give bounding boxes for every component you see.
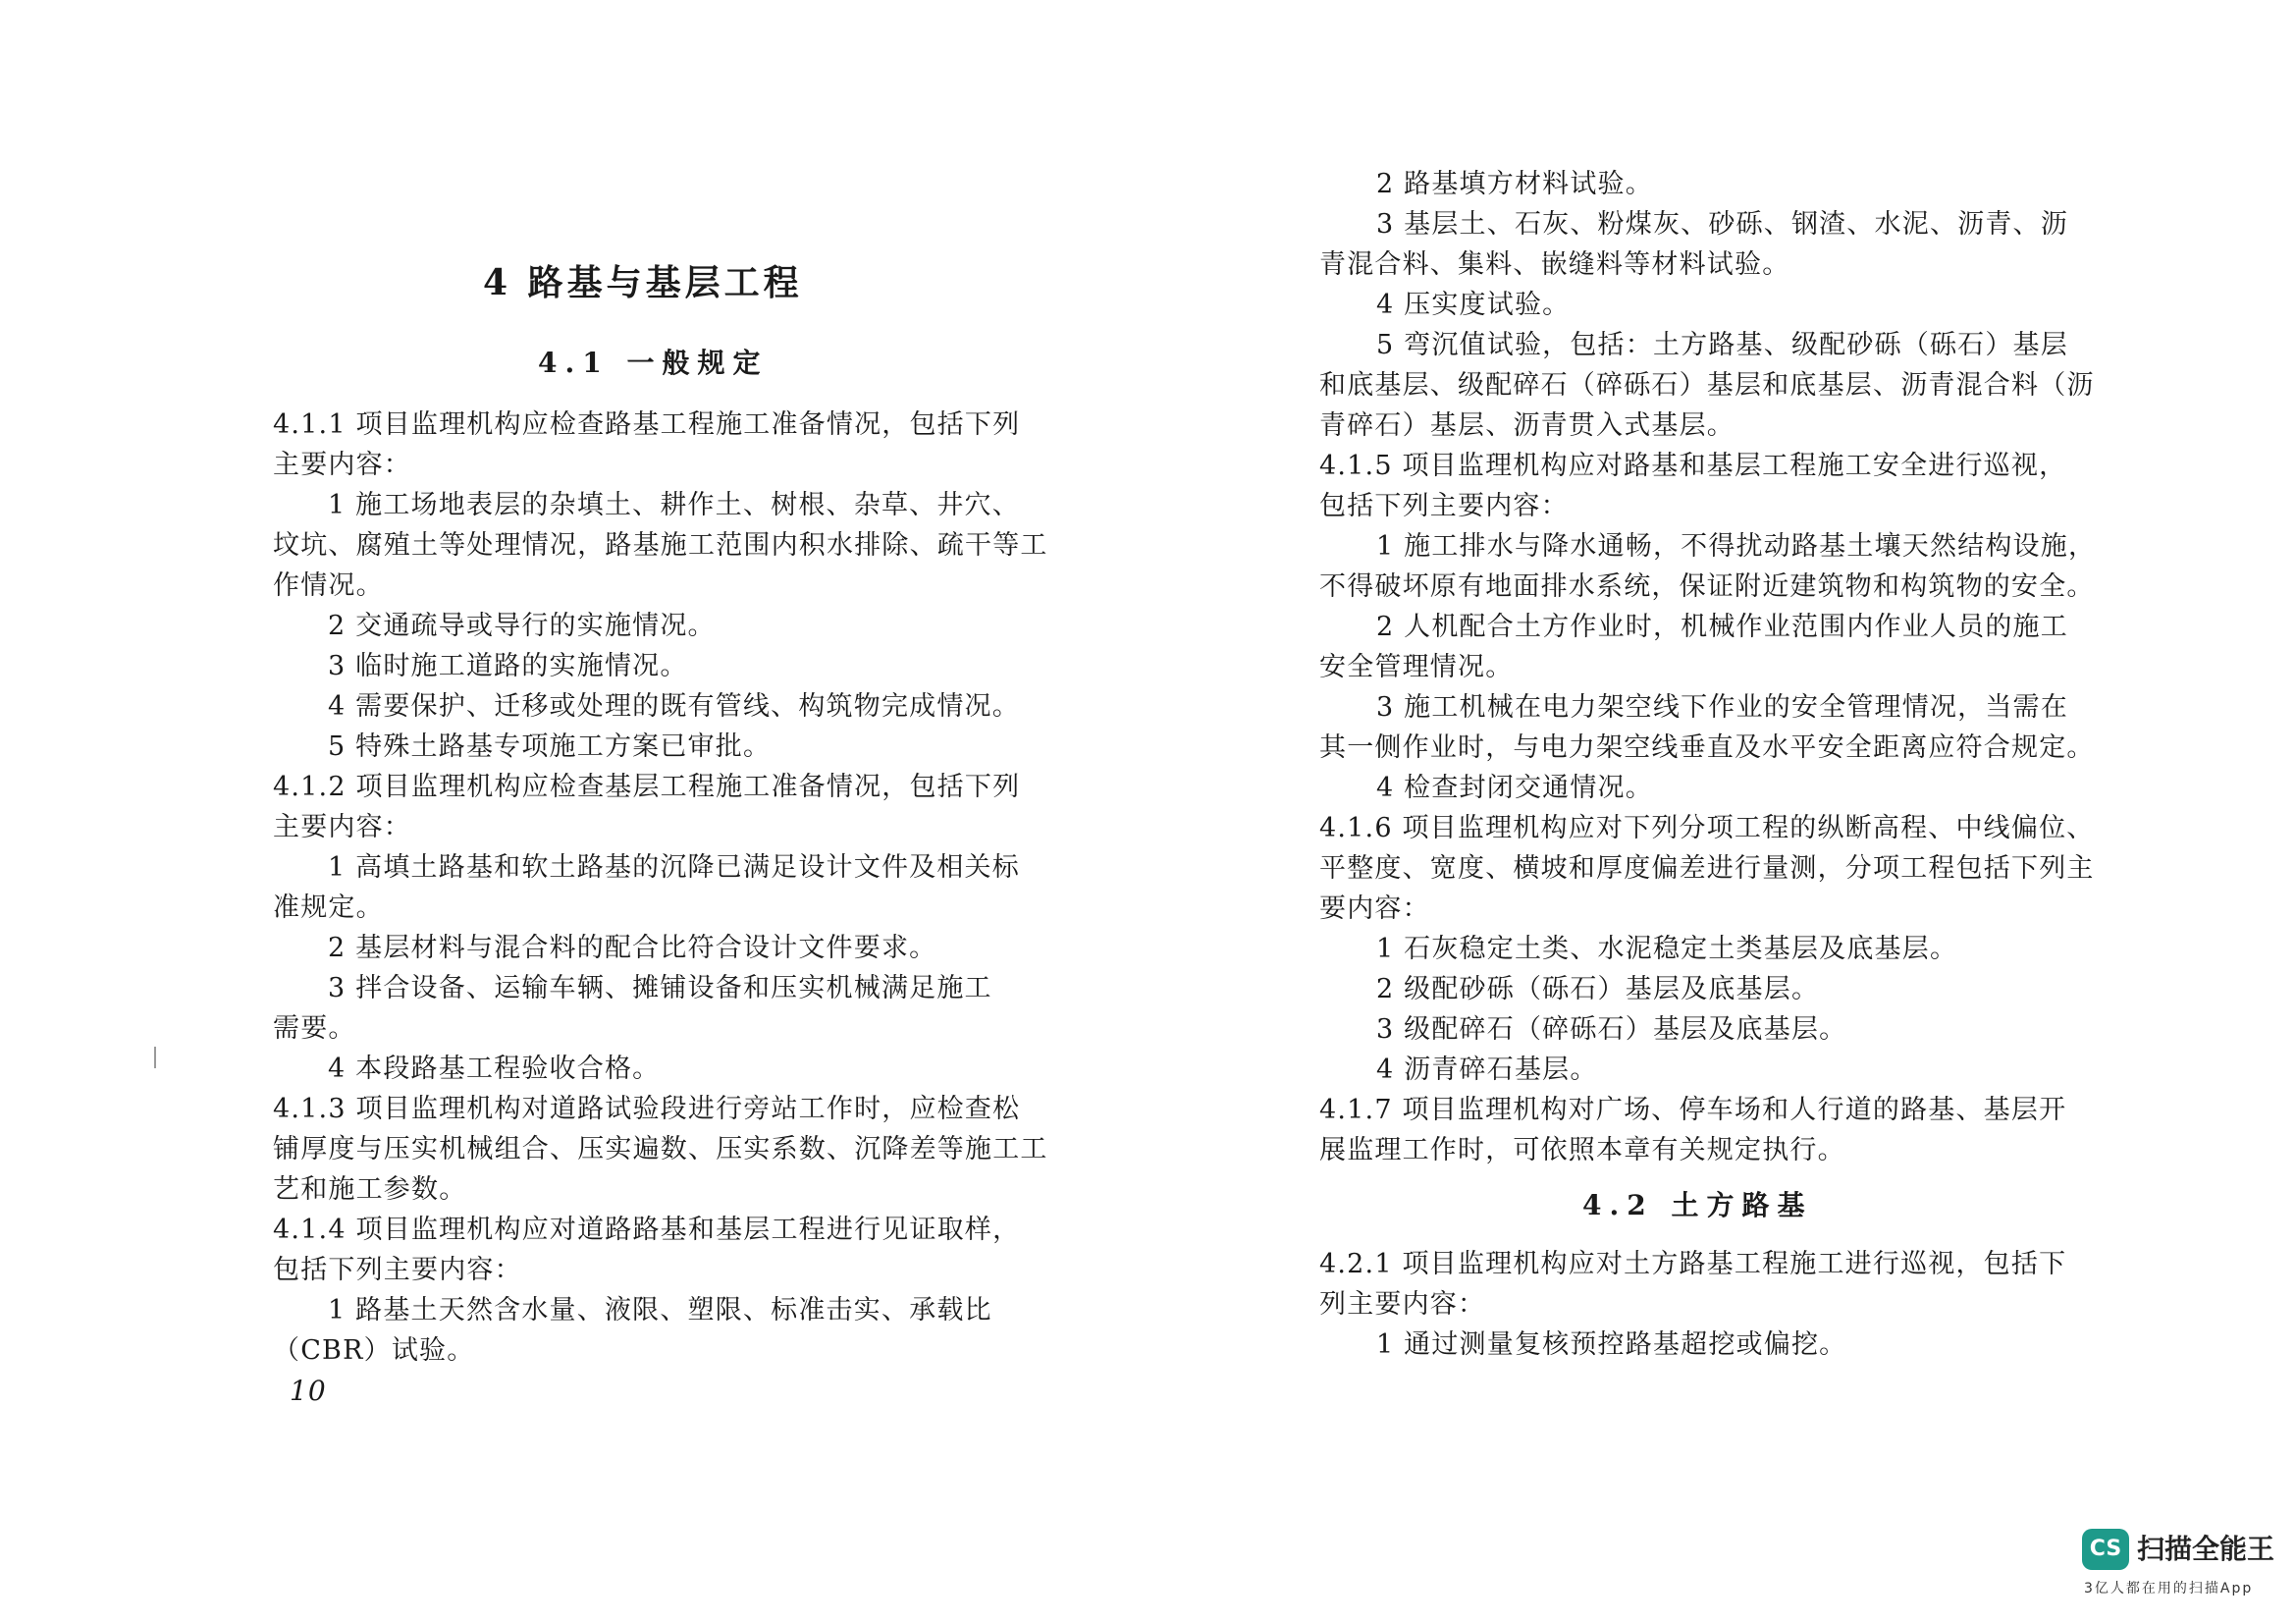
text-line: 5 弯沉值试验，包括：土方路基、级配砂砾（砾石）基层 xyxy=(1376,330,2068,360)
text-line: 和底基层、级配碎石（碎砾石）基层和底基层、沥青混合料（沥 xyxy=(1319,370,2095,401)
text-line: 3 拌合设备、运输车辆、摊铺设备和压实机械满足施工 xyxy=(328,973,992,1003)
text-line: 2 级配砂砾（砾石）基层及底基层。 xyxy=(1376,974,1820,1004)
camscanner-watermark xyxy=(2082,1529,2278,1607)
text-line: 1 通过测量复核预控路基超挖或偏挖。 xyxy=(1376,1329,1847,1360)
text-line: 铺厚度与压实机械组合、压实遍数、压实系数、沉降差等施工工 xyxy=(273,1134,1048,1164)
text-line: 4 压实度试验。 xyxy=(1376,290,1571,320)
text-line: 5 特殊土路基专项施工方案已审批。 xyxy=(328,731,772,762)
text-line: 平整度、宽度、横坡和厚度偏差进行量测，分项工程包括下列主 xyxy=(1319,853,2095,884)
section-title: 4.2 土方路基 xyxy=(1582,1189,1813,1221)
text-line: 4.1.5 项目监理机构应对路基和基层工程施工安全进行巡视， xyxy=(1319,451,2067,481)
chapter-title: 4 路基与基层工程 xyxy=(483,262,803,303)
text-line: 主要内容： xyxy=(273,812,411,842)
text-line: 2 人机配合土方作业时，机械作业范围内作业人员的施工 xyxy=(1376,612,2068,642)
watermark-tagline: 3亿人都在用的扫描App xyxy=(2084,1581,2254,1596)
text-line: 安全管理情况。 xyxy=(1319,652,1514,682)
text-line: 坟坑、腐殖土等处理情况，路基施工范围内积水排除、疏干等工 xyxy=(273,530,1048,561)
text-line: 4.1.2 项目监理机构应检查基层工程施工准备情况，包括下列 xyxy=(273,772,1021,802)
text-line: 3 基层土、石灰、粉煤灰、砂砾、钢渣、水泥、沥青、沥 xyxy=(1376,209,2068,240)
camscanner-logo-icon: CS xyxy=(2082,1529,2129,1570)
scan-mark xyxy=(154,1047,156,1068)
watermark-app-name: 扫描全能王 xyxy=(2137,1533,2275,1565)
text-line: 1 高填土路基和软土路基的沉降已满足设计文件及相关标 xyxy=(328,852,1020,883)
text-line: 4.1.7 项目监理机构对广场、停车场和人行道的路基、基层开 xyxy=(1319,1095,2067,1125)
text-line: 1 石灰稳定土类、水泥稳定土类基层及底基层。 xyxy=(1376,934,1958,964)
text-line: 1 施工排水与降水通畅，不得扰动路基土壤天然结构设施， xyxy=(1376,531,2097,562)
text-line: 4.1.4 项目监理机构应对道路路基和基层工程进行见证取样， xyxy=(273,1215,1021,1245)
text-line: 2 路基填方材料试验。 xyxy=(1376,169,1653,199)
text-line: 包括下列主要内容： xyxy=(1319,491,1569,521)
text-line: 3 级配碎石（碎砾石）基层及底基层。 xyxy=(1376,1014,1847,1045)
text-line: 2 基层材料与混合料的配合比符合设计文件要求。 xyxy=(328,933,937,963)
text-line: 3 施工机械在电力架空线下作业的安全管理情况，当需在 xyxy=(1376,692,2068,723)
text-line: 2 交通疏导或导行的实施情况。 xyxy=(328,611,716,641)
text-line: 3 临时施工道路的实施情况。 xyxy=(328,651,688,681)
text-line: 1 施工场地表层的杂填土、耕作土、树根、杂草、井穴、 xyxy=(328,490,1020,520)
text-line: 其一侧作业时，与电力架空线垂直及水平安全距离应符合规定。 xyxy=(1319,732,2095,763)
text-line: 展监理工作时，可依照本章有关规定执行。 xyxy=(1319,1135,1845,1165)
text-line: 4 沥青碎石基层。 xyxy=(1376,1055,1598,1085)
text-line: 需要。 xyxy=(273,1013,356,1044)
text-line: 不得破坏原有地面排水系统，保证附近建筑物和构筑物的安全。 xyxy=(1319,571,2095,602)
text-line: 主要内容： xyxy=(273,450,411,480)
text-line: 4.1.6 项目监理机构应对下列分项工程的纵断高程、中线偏位、 xyxy=(1319,813,2095,843)
text-line: 4 需要保护、迁移或处理的既有管线、构筑物完成情况。 xyxy=(328,691,1020,722)
text-line: 4.1.3 项目监理机构对道路试验段进行旁站工作时，应检查松 xyxy=(273,1094,1021,1124)
right-page xyxy=(1148,0,2296,1623)
text-line: 青碎石）基层、沥青贯入式基层。 xyxy=(1319,410,1735,441)
text-line: 列主要内容： xyxy=(1319,1289,1486,1320)
text-line: 青混合料、集料、嵌缝料等材料试验。 xyxy=(1319,249,1790,280)
text-line: 作情况。 xyxy=(273,570,384,601)
section-title: 4.1 一般规定 xyxy=(538,347,769,379)
text-line: 4.1.1 项目监理机构应检查路基工程施工准备情况，包括下列 xyxy=(273,409,1021,440)
text-line: 艺和施工参数。 xyxy=(273,1174,467,1205)
text-line: 要内容： xyxy=(1319,893,1430,924)
text-line: 包括下列主要内容： xyxy=(273,1255,522,1285)
text-line: 4 检查封闭交通情况。 xyxy=(1376,773,1653,803)
text-line: 4 本段路基工程验收合格。 xyxy=(328,1054,661,1084)
page-number: 10 xyxy=(290,1375,327,1407)
text-line: 1 路基土天然含水量、液限、塑限、标准击实、承载比 xyxy=(328,1295,992,1325)
text-line: （CBR）试验。 xyxy=(273,1335,475,1366)
text-line: 准规定。 xyxy=(273,893,384,923)
text-line: 4.2.1 项目监理机构应对土方路基工程施工进行巡视，包括下 xyxy=(1319,1249,2067,1279)
